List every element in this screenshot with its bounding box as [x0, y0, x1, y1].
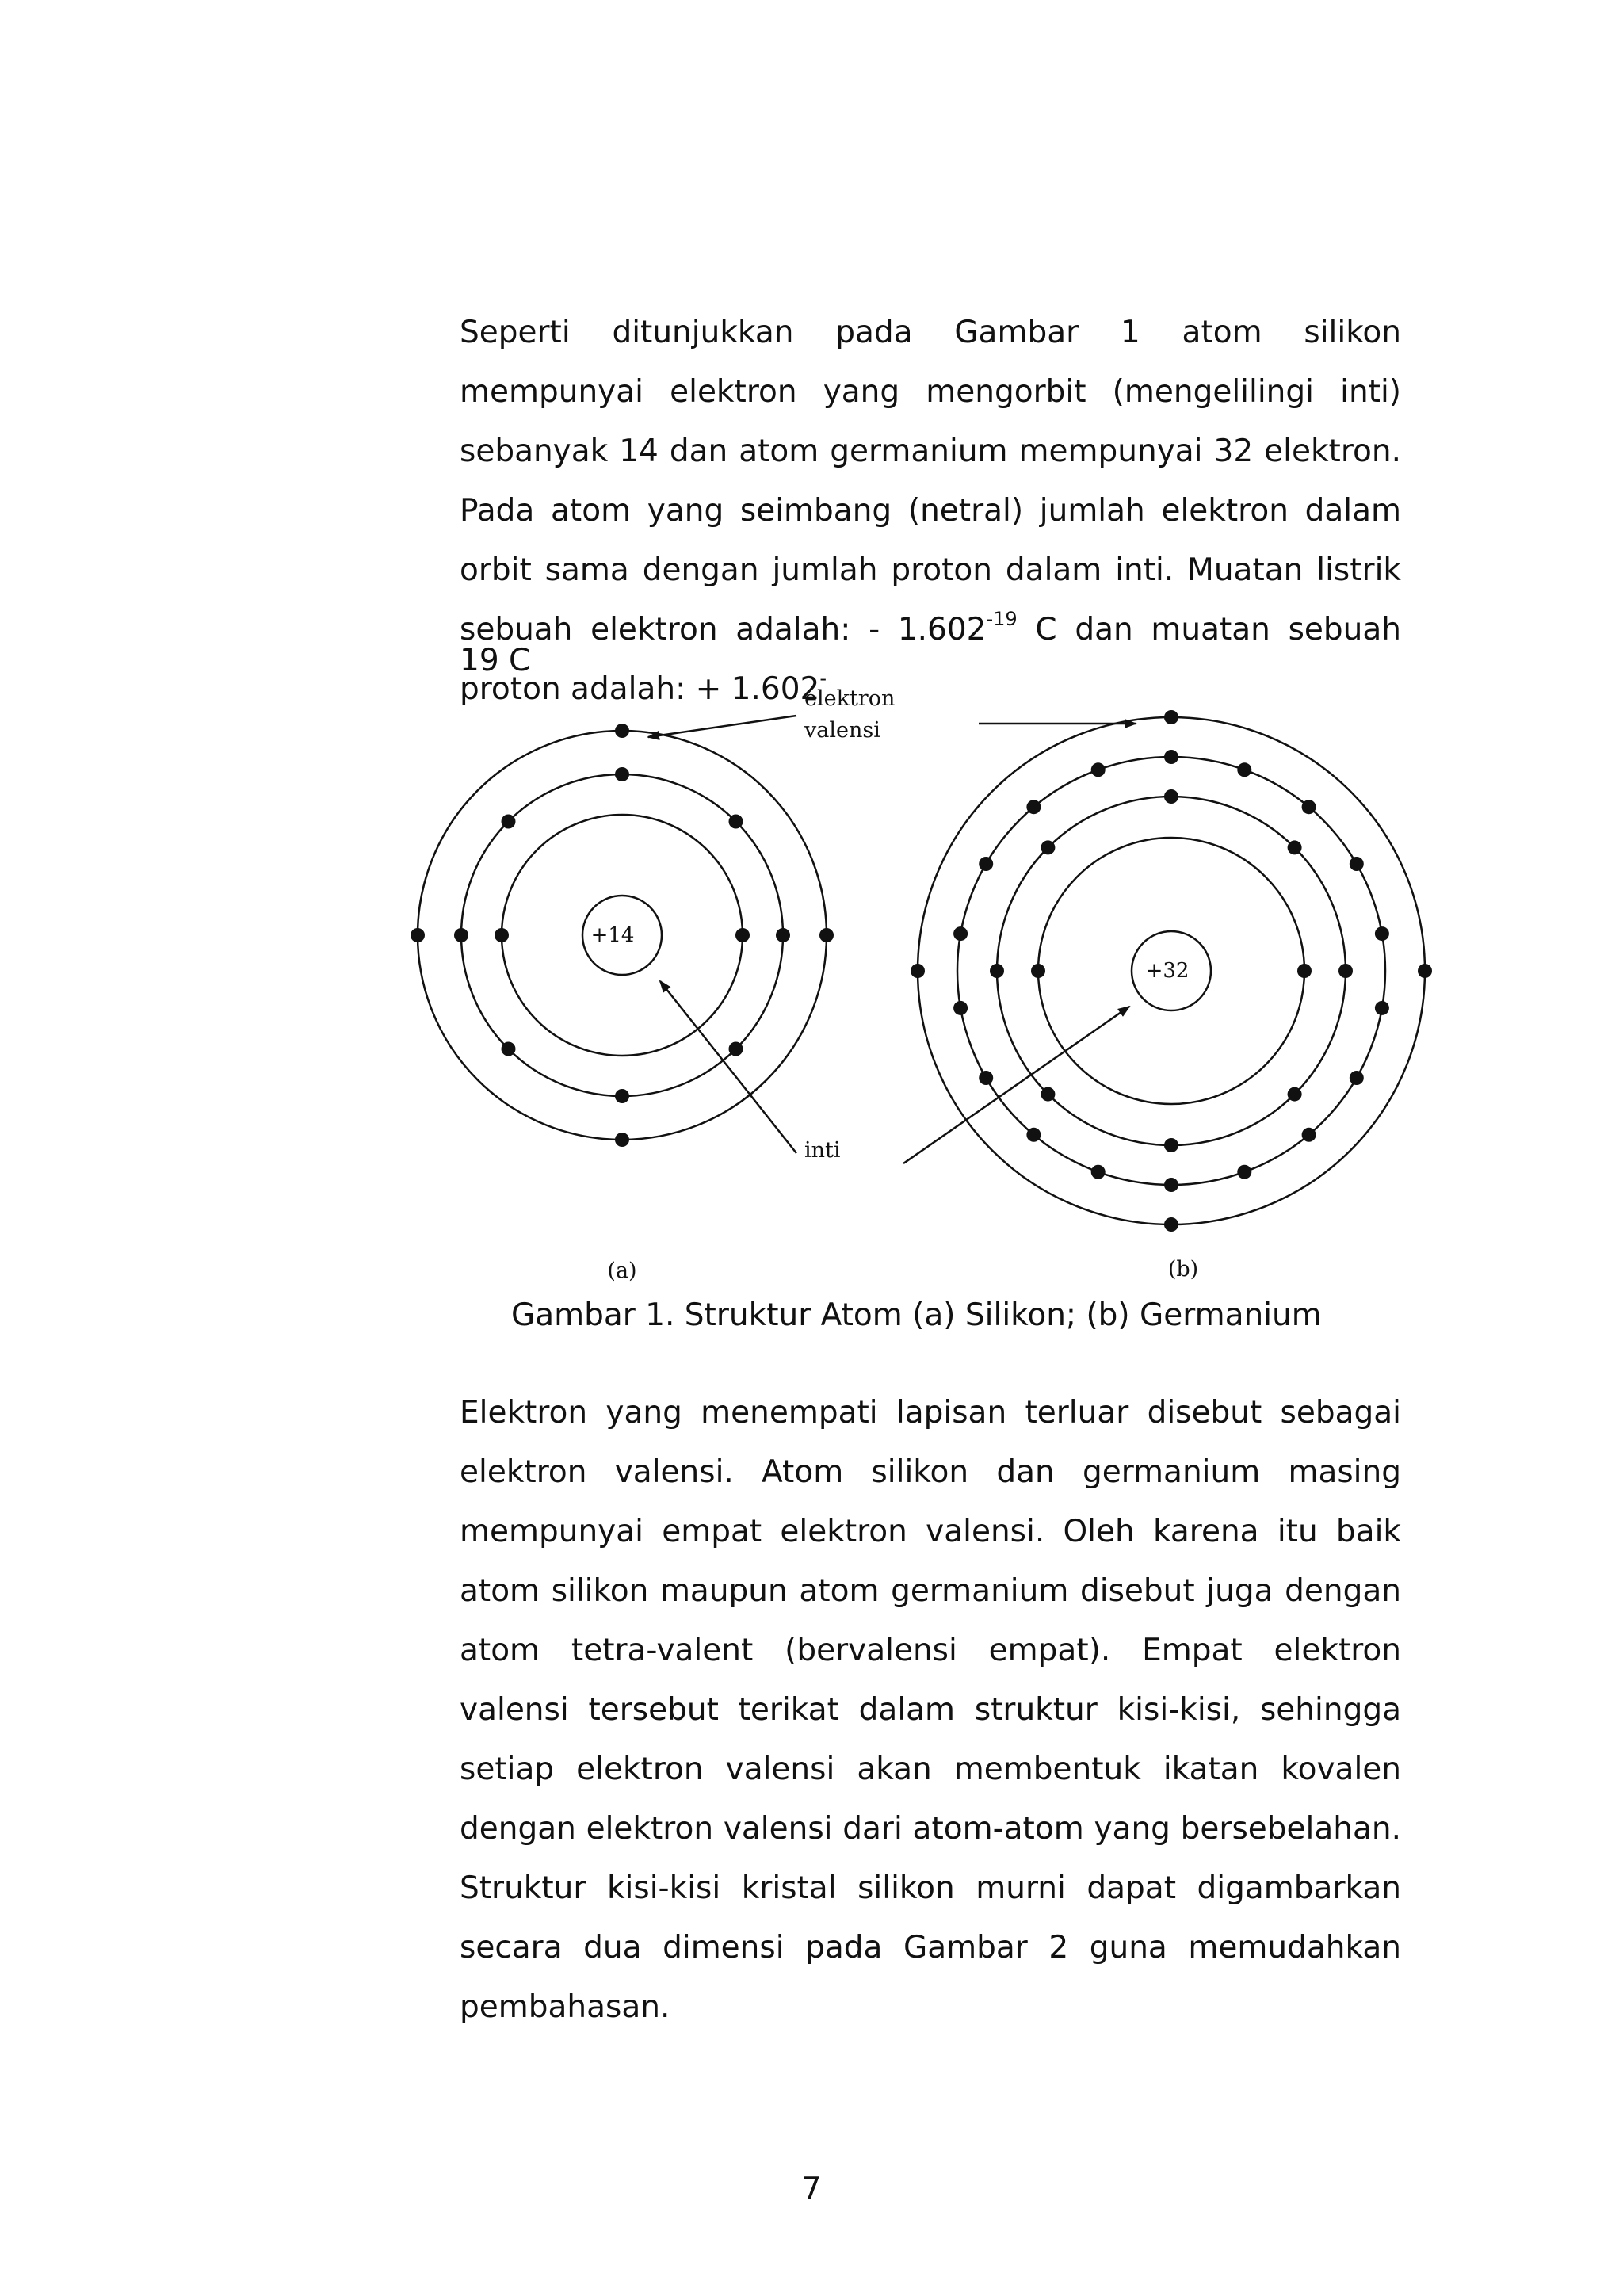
electron — [1041, 1087, 1055, 1102]
valence-label-line-1: elektron — [804, 686, 896, 711]
electron — [1164, 1217, 1178, 1232]
electron — [615, 767, 629, 781]
electron — [1091, 762, 1106, 777]
electron — [1338, 964, 1353, 978]
valence-label-line-2: valensi — [804, 718, 880, 743]
electron — [953, 926, 968, 941]
germanium-atom-diagram — [911, 710, 1432, 1232]
electron — [1237, 1165, 1251, 1179]
electron — [1164, 789, 1178, 804]
electron — [1164, 710, 1178, 724]
atom-structure-figure — [396, 674, 1458, 1292]
electron — [1302, 1128, 1316, 1142]
electron — [615, 1089, 629, 1103]
silicon-atom-diagram — [411, 724, 834, 1147]
electron — [502, 1042, 516, 1056]
electron — [1297, 964, 1312, 978]
electron — [1418, 964, 1432, 978]
electron — [495, 928, 509, 942]
electron — [1375, 926, 1389, 941]
electron — [979, 1071, 993, 1085]
sublabel-a: (a) — [607, 1259, 637, 1283]
electron — [1288, 840, 1302, 854]
body-paragraph-2: Elektron yang menempati lapisan terluar disebut sebagai elektron valensi. Atom silikon dan germanium masing mempunyai empat elektron valensi. Oleh karena itu baik atom silikon maupun atom germanium disebut juga dengan atom tetra-valent (bervalensi empat). Empat elektron valensi tersebut terikat dalam struktur kisi-kisi, sehingga setiap elektron valensi akan membentuk ikatan kovalen dengan elektron valensi dari atom-atom yang bersebelahan. Struktur kisi-kisi kristal silikon murni dapat digambarkan secara dua dimensi pada Gambar 2 guna memudahkan pembahasan. — [460, 1395, 1401, 2025]
nucleus-arrow-left — [660, 981, 796, 1153]
nucleus-charge-label: +32 — [1145, 959, 1190, 983]
electron — [1026, 800, 1041, 814]
figure-caption: Gambar 1. Struktur Atom (a) Silikon; (b) Germanium — [511, 1297, 1322, 1333]
nucleus-charge-label: +14 — [590, 923, 635, 947]
nucleus-label: inti — [804, 1138, 841, 1163]
paragraph-1-text-b: C dan muatan sebuah proton adalah: + 1.602 — [460, 612, 1401, 707]
electron — [502, 815, 516, 829]
electron — [911, 964, 925, 978]
electron — [979, 857, 993, 871]
valence-arrow-left — [648, 716, 796, 737]
page-number: 7 — [801, 2172, 822, 2207]
electron — [1350, 1071, 1364, 1085]
cut-off-text: 19 C — [460, 643, 531, 678]
electron — [776, 928, 790, 942]
electron — [1091, 1165, 1106, 1179]
electron — [1041, 840, 1055, 854]
electron — [990, 964, 1004, 978]
nucleus-arrow-right — [903, 1007, 1129, 1163]
electron — [1026, 1128, 1041, 1142]
electron — [454, 928, 468, 942]
electron — [1350, 857, 1364, 871]
electron — [1237, 762, 1251, 777]
electron — [953, 1001, 968, 1015]
electron — [1031, 964, 1045, 978]
electron — [1375, 1001, 1389, 1015]
electron — [1164, 1178, 1178, 1192]
electron — [615, 724, 629, 738]
electron — [735, 928, 750, 942]
exponent-proton-charge-cut: - — [819, 667, 827, 690]
electron — [819, 928, 834, 942]
electron — [1302, 800, 1316, 814]
electron — [1164, 1138, 1178, 1152]
electron — [411, 928, 425, 942]
electron — [729, 815, 743, 829]
electron — [729, 1042, 743, 1056]
electron — [1164, 750, 1178, 764]
sublabel-b: (b) — [1167, 1257, 1199, 1282]
exponent-electron-charge: -19 — [986, 608, 1018, 630]
body-paragraph-1 — [460, 303, 1401, 719]
paragraph-1-text-a: Seperti ditunjukkan pada Gambar 1 atom silikon mempunyai elektron yang mengorbit (mengelilingi inti) sebanyak 14 dan atom germanium mempunyai 32 elektron. Pada atom yang seimbang (netral) jumlah elektron dalam orbit sama dengan jumlah proton dalam inti. Muatan listrik sebuah elektron adalah: - 1.602 — [460, 315, 1401, 648]
electron — [1288, 1087, 1302, 1102]
electron — [615, 1133, 629, 1147]
